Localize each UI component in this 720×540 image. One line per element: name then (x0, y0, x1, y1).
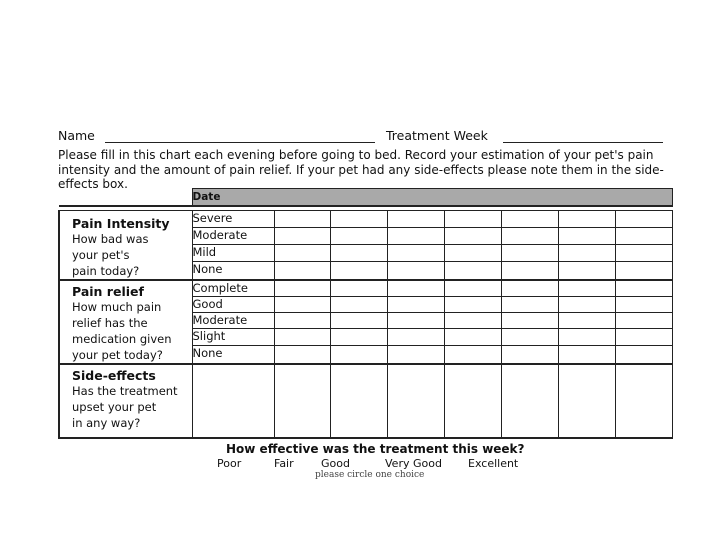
cell[interactable] (445, 329, 502, 345)
cell[interactable] (616, 329, 673, 345)
circle-choice-note: please circle one choice (315, 470, 425, 480)
cell[interactable] (559, 345, 616, 363)
cell[interactable] (616, 280, 673, 297)
pain-relief-question-2: relief has the (72, 315, 148, 330)
choice-poor[interactable]: Poor (217, 457, 242, 470)
option-none-relief: None (192, 345, 274, 363)
cell[interactable] (502, 244, 559, 261)
cell[interactable] (331, 364, 388, 438)
instructions-text: Please fill in this chart each evening before going to bed. Record your estimation of your pet's pain intensity and the amount of pain relief. If your pet had any side-effects please note them in the side-effects box. (58, 148, 664, 191)
cell[interactable] (616, 364, 673, 438)
cell[interactable] (559, 329, 616, 345)
cell[interactable] (445, 296, 502, 312)
cell[interactable] (559, 244, 616, 261)
pain-relief-question-3: medication given (72, 331, 172, 346)
pain-relief-label (59, 280, 192, 364)
cell[interactable] (559, 261, 616, 279)
cell[interactable] (388, 227, 445, 244)
cell[interactable] (274, 210, 331, 227)
cell[interactable] (502, 364, 559, 438)
pain-intensity-title: Pain Intensity (72, 215, 170, 231)
cell[interactable] (445, 227, 502, 244)
cell[interactable] (388, 345, 445, 363)
treatment-week-field[interactable] (503, 142, 663, 143)
pain-relief-question-1: How much pain (72, 299, 162, 314)
side-effects-row (59, 364, 673, 438)
cell[interactable] (502, 261, 559, 279)
cell[interactable] (274, 280, 331, 297)
cell[interactable] (616, 261, 673, 279)
cell[interactable] (616, 244, 673, 261)
cell[interactable] (616, 313, 673, 329)
cell[interactable] (559, 210, 616, 227)
cell[interactable] (502, 296, 559, 312)
cell[interactable] (502, 313, 559, 329)
cell[interactable] (274, 244, 331, 261)
cell[interactable] (445, 210, 502, 227)
cell[interactable] (388, 261, 445, 279)
effectiveness-question: How effective was the treatment this week? (226, 442, 525, 456)
pain-intensity-question-2: your pet's (72, 247, 130, 262)
cell[interactable] (388, 210, 445, 227)
side-effects-question-3: in any way? (72, 415, 141, 430)
pain-relief-title: Pain relief (72, 283, 144, 299)
choice-very-good[interactable]: Very Good (385, 457, 442, 470)
cell[interactable] (274, 261, 331, 279)
option-severe: Severe (192, 210, 274, 227)
cell[interactable] (274, 227, 331, 244)
cell[interactable] (388, 280, 445, 297)
cell[interactable] (388, 244, 445, 261)
side-effects-label (59, 364, 192, 438)
cell[interactable] (331, 296, 388, 312)
relief-row-complete (59, 280, 673, 297)
cell[interactable] (331, 244, 388, 261)
cell[interactable] (331, 313, 388, 329)
cell[interactable] (502, 280, 559, 297)
cell[interactable] (502, 227, 559, 244)
side-effects-title: Side-effects (72, 367, 156, 383)
side-effects-question-1: Has the treatment (72, 383, 178, 398)
option-mild: Mild (192, 244, 274, 261)
cell[interactable] (274, 296, 331, 312)
cell[interactable] (616, 210, 673, 227)
treatment-week-label: Treatment Week (386, 128, 488, 143)
cell[interactable] (616, 345, 673, 363)
pain-chart-table (58, 188, 673, 439)
cell[interactable] (445, 313, 502, 329)
option-none: None (192, 261, 274, 279)
cell[interactable] (331, 227, 388, 244)
cell[interactable] (331, 329, 388, 345)
pain-intensity-question-3: pain today? (72, 263, 140, 278)
cell[interactable] (616, 296, 673, 312)
pain-intensity-question-1: How bad was (72, 231, 149, 246)
cell[interactable] (445, 244, 502, 261)
option-complete: Complete (192, 280, 274, 297)
cell[interactable] (502, 210, 559, 227)
cell[interactable] (559, 280, 616, 297)
cell[interactable] (559, 296, 616, 312)
cell[interactable] (331, 280, 388, 297)
cell[interactable] (445, 345, 502, 363)
cell[interactable] (331, 345, 388, 363)
cell[interactable] (388, 296, 445, 312)
date-header-row (59, 189, 673, 207)
cell[interactable] (192, 364, 274, 438)
cell[interactable] (388, 313, 445, 329)
header-spacer (59, 189, 192, 207)
cell[interactable] (559, 364, 616, 438)
choice-good[interactable]: Good (321, 457, 350, 470)
pain-intensity-label (59, 210, 192, 280)
choice-fair[interactable]: Fair (274, 457, 294, 470)
cell[interactable] (274, 329, 331, 345)
option-moderate: Moderate (192, 227, 274, 244)
cell[interactable] (388, 364, 445, 438)
cell[interactable] (331, 261, 388, 279)
cell[interactable] (445, 364, 502, 438)
cell[interactable] (502, 345, 559, 363)
cell[interactable] (559, 227, 616, 244)
cell[interactable] (445, 280, 502, 297)
intensity-row-severe (59, 210, 673, 227)
side-effects-question-2: upset your pet (72, 399, 157, 414)
pain-chart (58, 188, 673, 438)
cell[interactable] (274, 313, 331, 329)
name-field[interactable] (105, 142, 375, 143)
cell[interactable] (502, 329, 559, 345)
cell[interactable] (274, 345, 331, 363)
date-header: Date (192, 189, 673, 207)
name-label: Name (58, 128, 95, 143)
cell[interactable] (445, 261, 502, 279)
pain-relief-question-4: your pet today? (72, 347, 163, 362)
option-slight: Slight (192, 329, 274, 345)
option-good: Good (192, 296, 274, 312)
cell[interactable] (559, 313, 616, 329)
cell[interactable] (274, 364, 331, 438)
option-moderate-relief: Moderate (192, 313, 274, 329)
cell[interactable] (616, 227, 673, 244)
cell[interactable] (331, 210, 388, 227)
cell[interactable] (388, 329, 445, 345)
choice-excellent[interactable]: Excellent (468, 457, 519, 470)
